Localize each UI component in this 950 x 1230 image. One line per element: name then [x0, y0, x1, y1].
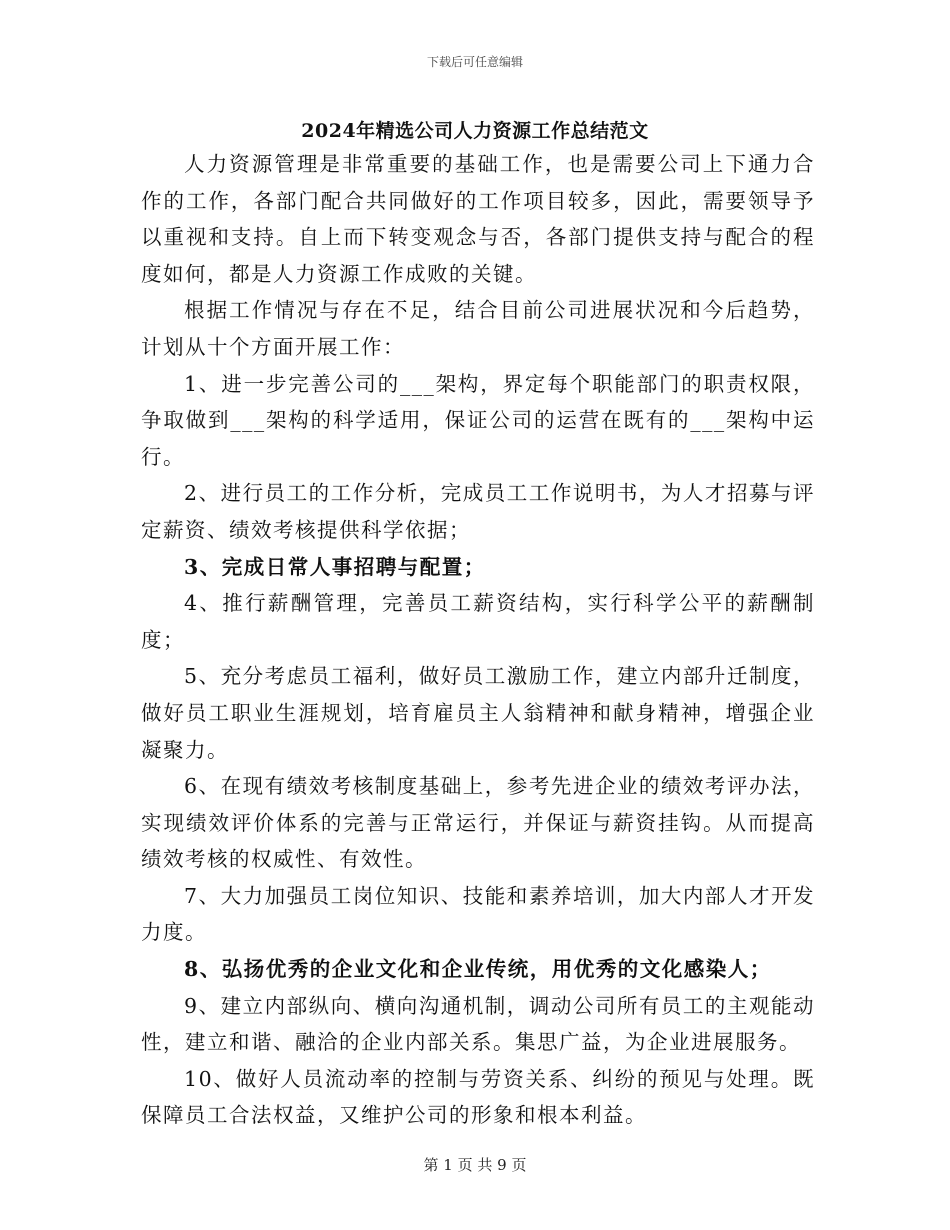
document-body — [141, 146, 815, 1134]
list-item-3: 3、完成日常人事招聘与配置； — [184, 554, 486, 579]
list-item-2: 2、进行员工的工作分析，完成员工工作说明书，为人才招募与评定薪资、绩效考核提供科学依据； — [141, 481, 815, 542]
header-note: 下载后可任意编辑 — [426, 55, 523, 69]
document-title: 2024年精选公司人力资源工作总结范文 — [301, 120, 649, 142]
list-item-4: 4、推行薪酬管理，完善员工薪资结构，实行科学公平的薪酬制度； — [141, 591, 815, 652]
list-item-1: 1、进一步完善公司的___架构，界定每个职能部门的职责权限，争取做到___架构的科学适用，保证公司的运营在既有的___架构中运行。 — [141, 371, 815, 469]
paragraph-intro: 人力资源管理是非常重要的基础工作，也是需要公司上下通力合作的工作，各部门配合共同做好的工作项目较多，因此，需要领导予以重视和支持。自上而下转变观念与否，各部门提供支持与配合的程度如何，都是人力资源工作成败的关键。 — [141, 152, 815, 286]
list-item-7: 7、大力加强员工岗位知识、技能和素养培训，加大内部人才开发力度。 — [141, 883, 815, 945]
list-item-10: 10、做好人员流动率的控制与劳资关系、纠纷的预见与处理。既保障员工合法权益，又维护公司的形象和根本利益。 — [141, 1066, 815, 1128]
page-number-footer: 第 1 页 共 9 页 — [423, 1156, 527, 1174]
list-item-8: 8、弘扬优秀的企业文化和企业传统，用优秀的文化感染人； — [184, 957, 772, 982]
paragraph-plan: 根据工作情况与存在不足，结合目前公司进展状况和今后趋势，计划从十个方面开展工作： — [141, 298, 815, 359]
list-item-9: 9、建立内部纵向、横向沟通机制，调动公司所有员工的主观能动性，建立和谐、融洽的企业内部关系。集思广益，为企业进展服务。 — [141, 993, 815, 1055]
list-item-5: 5、充分考虑员工福利，做好员工激励工作，建立内部升迁制度，做好员工职业生涯规划，培育雇员主人翁精神和献身精神，增强企业凝聚力。 — [141, 664, 815, 762]
list-item-6: 6、在现有绩效考核制度基础上，参考先进企业的绩效考评办法，实现绩效评价体系的完善与正常运行，并保证与薪资挂钩。从而提高绩效考核的权威性、有效性。 — [141, 774, 815, 872]
